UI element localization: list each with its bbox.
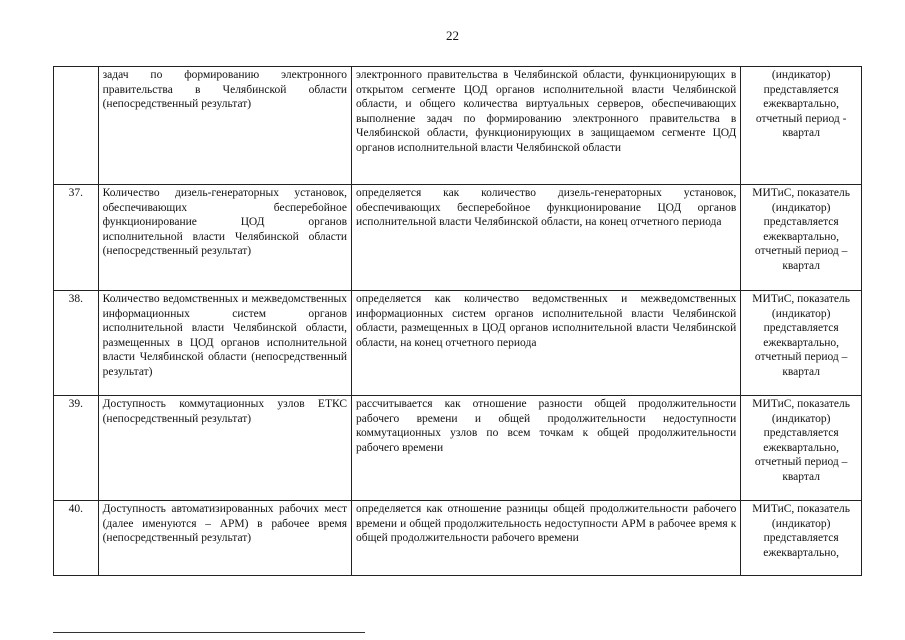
data-source: [741, 396, 862, 501]
table-row: [54, 185, 862, 291]
calculation-method: [352, 501, 741, 576]
row-number: 40.: [54, 501, 99, 576]
indicator-name: [98, 396, 351, 501]
row-number: [54, 67, 99, 185]
indicator-name-text: Количество дизель-генераторных установок, обеспечивающих бесперебойное функционирование ЦОД органов исполнительной власти Челябинской области (непосредственный результат): [102, 187, 348, 258]
indicator-name: [98, 291, 351, 396]
calculation-method-text: определяется как отношение разницы общей продолжительности рабочего времени и общей продолжительность недоступности АРМ в рабочее время к общей продолжительности рабочего времени: [356, 503, 737, 545]
row-number: 37.: [54, 185, 99, 291]
calculation-method: [352, 396, 741, 501]
data-source: [741, 185, 862, 291]
row-number: 39.: [54, 396, 99, 501]
data-source: [741, 291, 862, 396]
indicator-name-text: задач по формированию электронного правительства в Челябинской области (непосредственный результат): [102, 69, 348, 111]
indicator-name-text: Количество ведомственных и межведомственных информационных систем органов исполнительной власти Челябинской области, размещенных в ЦОД органов исполнительной власти Челябинской области (непосредственный результат): [102, 293, 348, 378]
page-number: 22: [446, 28, 459, 43]
table-row: [54, 291, 862, 396]
table-row: [54, 67, 862, 185]
indicator-name-text: Доступность коммутационных узлов ЕТКС (непосредственный результат): [102, 398, 348, 425]
data-source-text: МИТиС, показатель (индикатор) представляется ежеквартально, отчетный период – квартал: [752, 398, 851, 483]
calculation-method-text: рассчитывается как отношение разности общей продолжительности рабочего времени и общей продолжительности недоступности коммутационных узлов по всем точкам к общей продолжительности рабочего времени: [356, 398, 737, 454]
calculation-method-text: определяется как количество ведомственных и межведомственных информационных систем органов исполнительной власти Челябинской области, размещенных в ЦОД органов исполнительной власти Челябинской области, на конец отчетного периода: [356, 293, 737, 349]
indicator-name: [98, 185, 351, 291]
calculation-method: [352, 67, 741, 185]
data-source: [741, 67, 862, 185]
indicator-name: [98, 501, 351, 576]
calculation-method: [352, 185, 741, 291]
data-source-text: МИТиС, показатель (индикатор) представляется ежеквартально, отчетный период – квартал: [752, 187, 851, 272]
calculation-method-text: определяется как количество дизель-генераторных установок, обеспечивающих бесперебойное функционирование ЦОД органов исполнительной власти Челябинской области, на конец отчетного периода: [356, 187, 737, 229]
calculation-method-text: электронного правительства в Челябинской области, функционирующих в открытом сегменте ЦОД органов исполнительной власти Челябинской области, и общего количества виртуальных серверов, обеспечивающих выполнение задач по формированию электронного правительства в Челябинской области, функционирующих в защищаемом сегменте ЦОД органов исполнительной власти Челябинской области: [356, 69, 737, 154]
row-number: 38.: [54, 291, 99, 396]
footnote-divider: [53, 632, 365, 633]
data-source-text: МИТиС, показатель (индикатор) представляется ежеквартально, отчетный период – квартал: [752, 293, 851, 378]
indicator-name-text: Доступность автоматизированных рабочих мест (далее именуются – АРМ) в рабочее время (непосредственный результат): [102, 503, 348, 545]
data-source-text: МИТиС, показатель (индикатор) представляется ежеквартально,: [752, 503, 851, 559]
data-source-text: (индикатор) представляется ежеквартально, отчетный период - квартал: [755, 69, 847, 140]
data-source: [741, 501, 862, 576]
indicator-name: [98, 67, 351, 185]
table-row: [54, 501, 862, 576]
table-row: [54, 396, 862, 501]
calculation-method: [352, 291, 741, 396]
indicators-table: [53, 66, 862, 576]
